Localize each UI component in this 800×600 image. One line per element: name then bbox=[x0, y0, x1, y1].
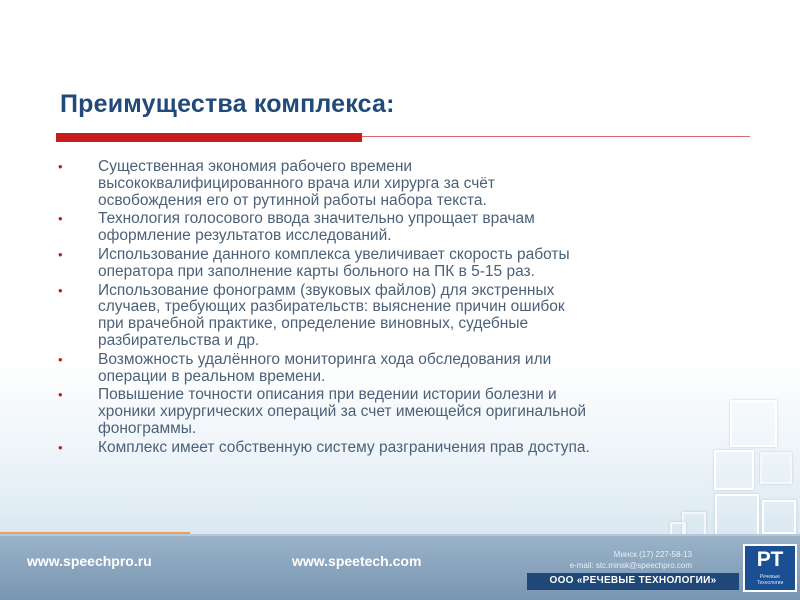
speetech-link[interactable]: www.speetech.com bbox=[292, 553, 422, 569]
speechpro-link[interactable]: www.speechpro.ru bbox=[27, 553, 152, 569]
bullet-line: фонограммы. bbox=[98, 419, 197, 437]
decorative-square bbox=[715, 494, 759, 538]
bullet-line: Технология голосового ввода значительно упрощает врачам bbox=[98, 210, 535, 228]
bullet-line: оператора при заполнение карты больного на ПК в 5-15 раз. bbox=[98, 262, 535, 280]
bullet-line: освобождения его от рутинной работы набора текста. bbox=[98, 191, 487, 209]
logo-subtitle bbox=[747, 574, 793, 586]
bullet-icon: • bbox=[58, 159, 63, 174]
bullet-line: высококвалифицированного врача или хирурга за счёт bbox=[98, 174, 496, 192]
bullet-line: разбирательства и др. bbox=[98, 331, 260, 349]
slide-title: Преимущества комплекса: bbox=[60, 90, 395, 118]
list-item bbox=[58, 440, 748, 457]
logo-subtitle-line: Технологии bbox=[756, 580, 784, 586]
contact-phone: Минск (17) 227-58-13 bbox=[613, 550, 692, 559]
title-underline-red bbox=[56, 133, 362, 142]
bullet-line: оформление результатов исследований. bbox=[98, 227, 392, 245]
bullet-line: при врачебной практике, определение виновных, судебные bbox=[98, 315, 529, 333]
bullet-line: случаев, требующих разбирательств: выяснение причин ошибок bbox=[98, 298, 565, 316]
list-item bbox=[58, 387, 748, 437]
bullet-icon: • bbox=[58, 387, 63, 403]
list-item bbox=[58, 159, 748, 209]
bullet-line: Использование данного комплекса увеличивает скорость работы bbox=[98, 245, 570, 263]
bullet-line: Комплекс имеет собственную систему разграничения прав доступа. bbox=[98, 438, 590, 456]
list-item bbox=[58, 352, 748, 386]
bullet-line: Возможность удалённого мониторинга хода обследования или bbox=[98, 350, 552, 368]
bullet-icon: • bbox=[58, 351, 63, 367]
bullet-line: Использование фонограмм (звуковых файлов) для экстренных bbox=[98, 281, 555, 299]
contact-email[interactable]: e-mail: stc.minsk@speechpro.com bbox=[569, 561, 692, 570]
list-item bbox=[58, 247, 748, 281]
list-item bbox=[58, 283, 748, 350]
bullet-list bbox=[58, 159, 748, 459]
bullet-icon: • bbox=[58, 439, 63, 455]
company-name: ООО «РЕЧЕВЫЕ ТЕХНОЛОГИИ» bbox=[549, 575, 717, 586]
bullet-icon: • bbox=[58, 246, 63, 262]
title-underline-thin bbox=[362, 136, 750, 137]
bullet-icon: • bbox=[58, 211, 63, 227]
bullet-line: хроники хирургических операций за счет имеющейся оригинальной bbox=[98, 403, 587, 421]
bullet-line: Существенная экономия рабочего времени bbox=[98, 158, 413, 175]
contact-info bbox=[520, 549, 692, 571]
logo-mark: РТ bbox=[756, 548, 784, 571]
logo-subtitle-line: Речевые bbox=[759, 574, 781, 580]
bullet-line: операции в реальном времени. bbox=[98, 367, 326, 385]
bullet-line: Повышение точности описания при ведении истории болезни и bbox=[98, 386, 557, 404]
bullet-icon: • bbox=[58, 282, 63, 298]
decorative-square bbox=[762, 500, 796, 534]
list-item bbox=[58, 211, 748, 245]
rt-logo-icon bbox=[743, 544, 797, 592]
decorative-square bbox=[760, 452, 792, 484]
